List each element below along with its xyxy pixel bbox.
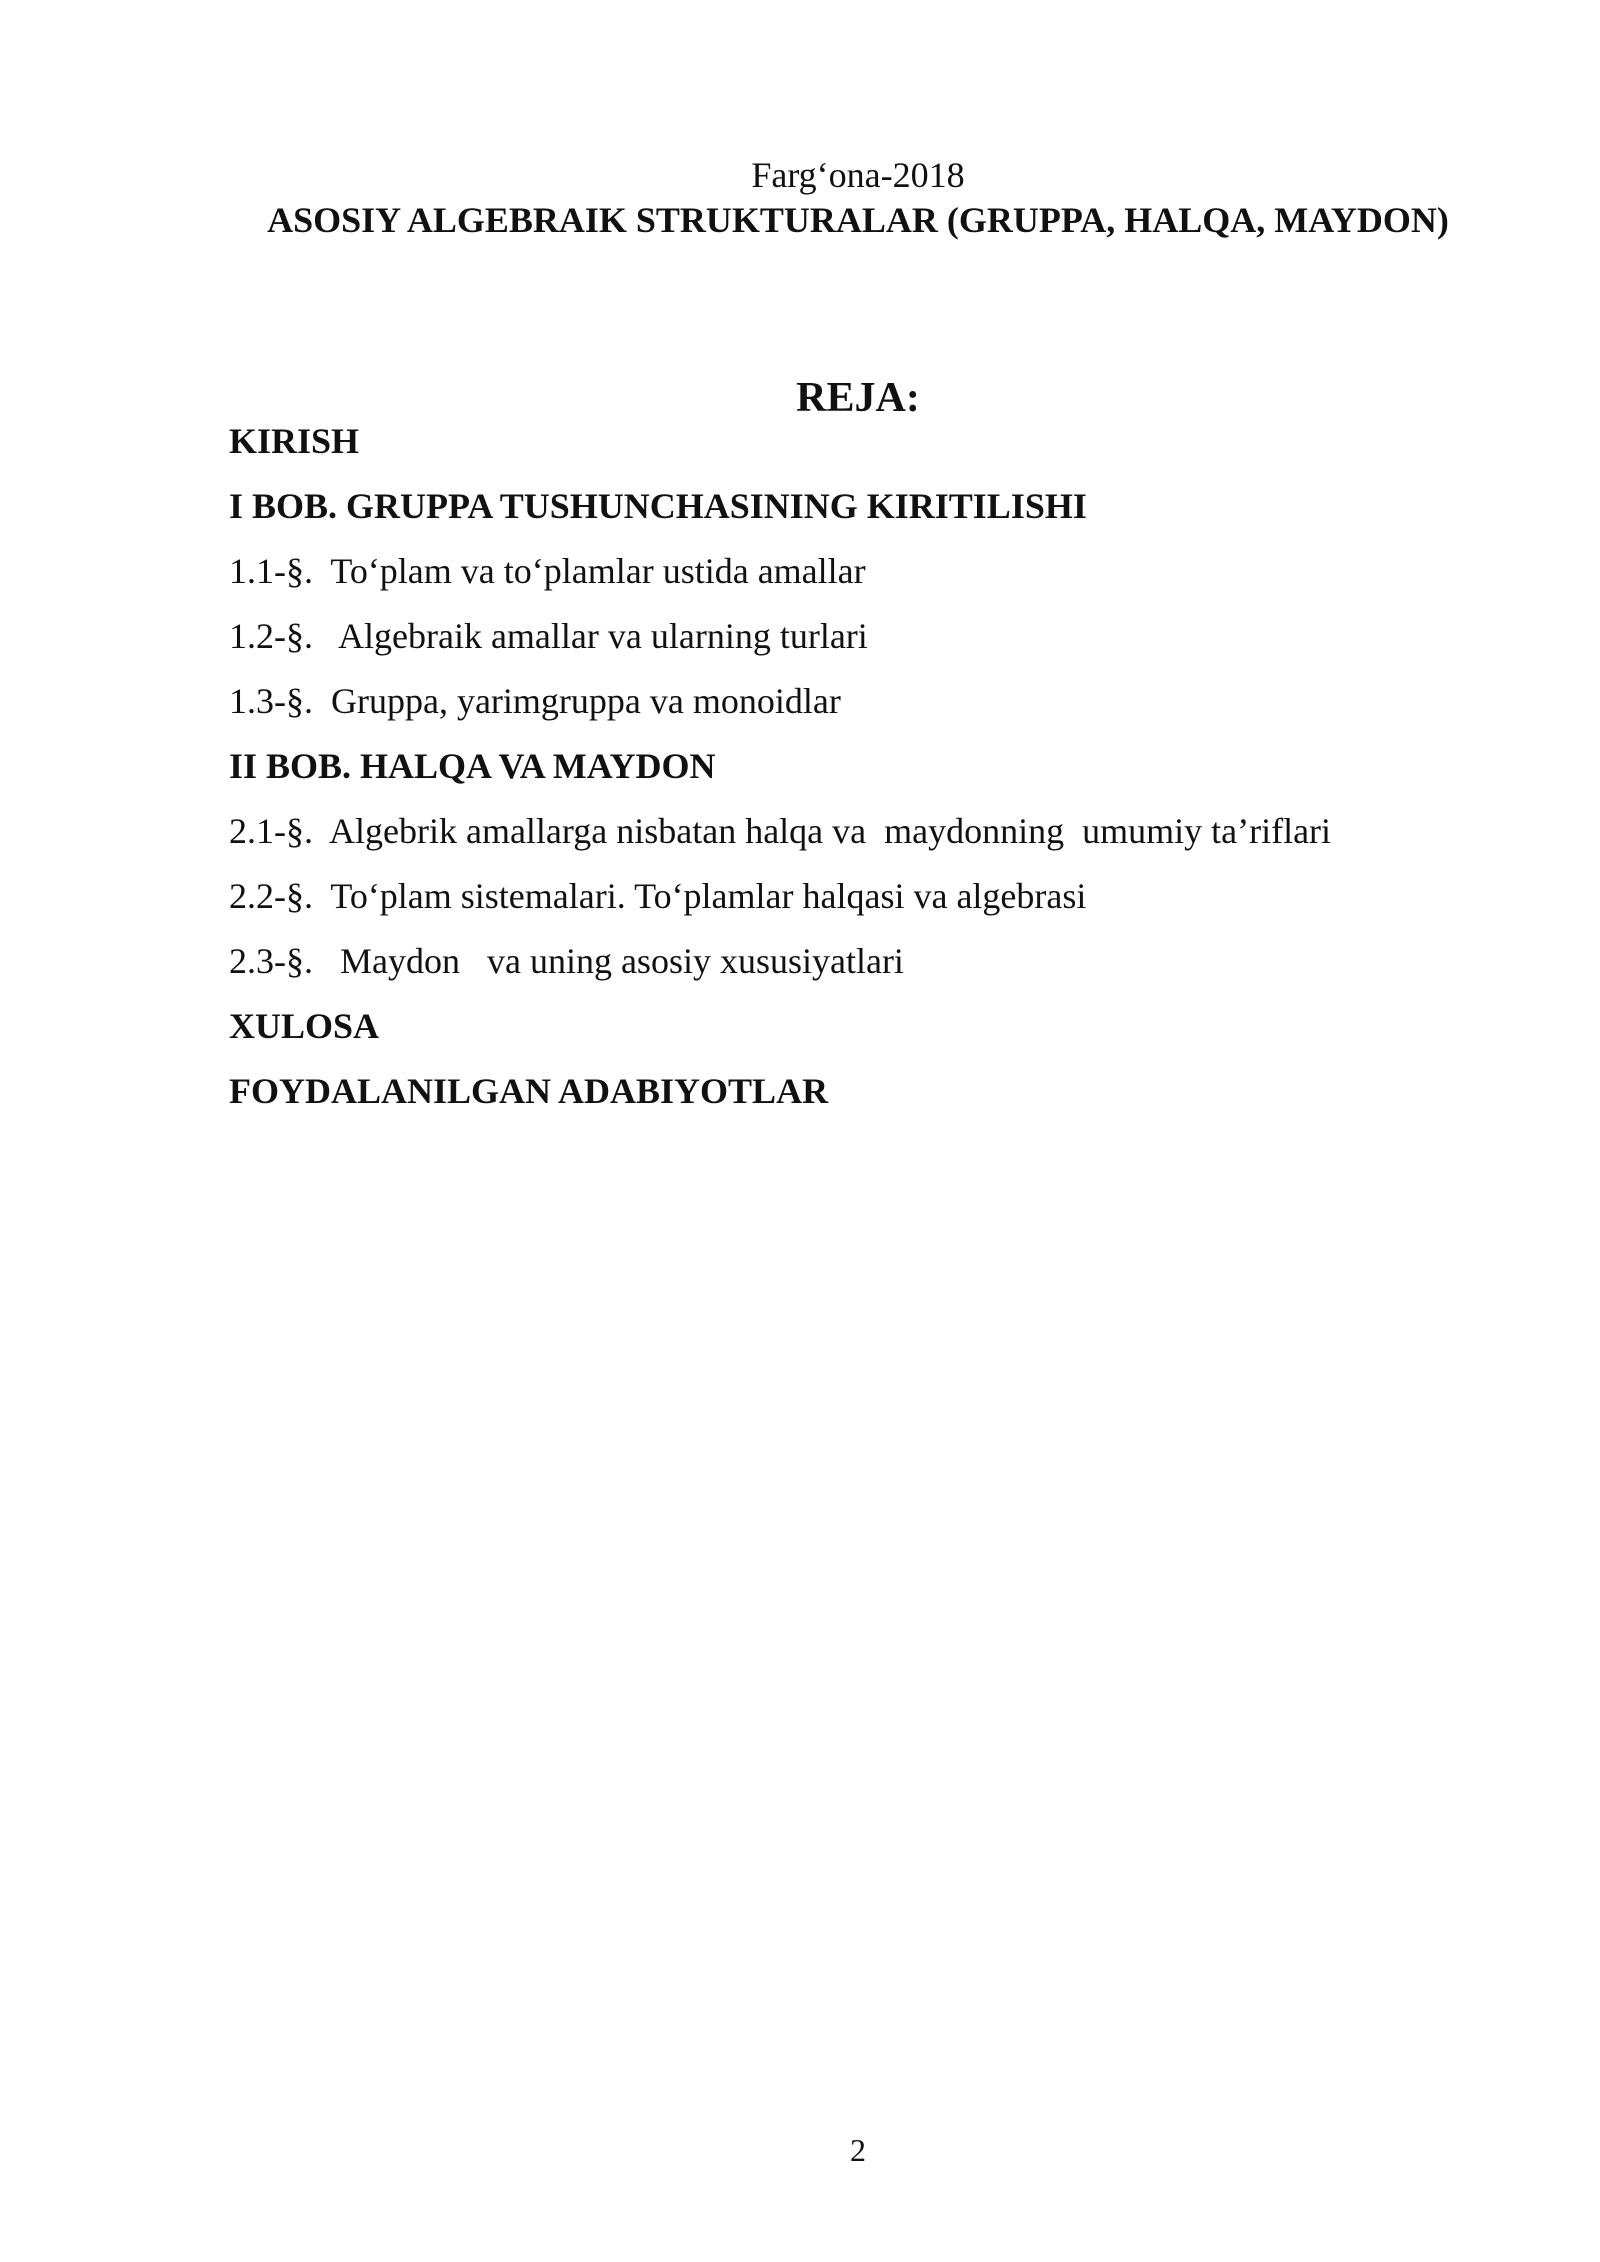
city-year-line: Farg‘ona-2018	[751, 155, 965, 195]
toc-section-1-3: 1.3-§. Gruppa, yarimgruppa va monoidlar	[229, 681, 841, 721]
document-title: ASOSIY ALGEBRAIK STRUKTURALAR (GRUPPA, HALQA, MAYDON)	[267, 200, 1449, 240]
toc-section-2-2: 2.2-§. To‘plam sistemalari. To‘plamlar halqasi va algebrasi	[229, 876, 1087, 916]
toc-section-2-1: 2.1-§. Algebrik amallarga nisbatan halqa va maydonning umumiy ta’riflari	[229, 811, 1332, 851]
table-of-contents	[229, 417, 1479, 1132]
toc-section-2-3: 2.3-§. Maydon va uning asosiy xususiyatlari	[229, 941, 904, 981]
toc-item-references: FOYDALANILGAN ADABIYOTLAR	[229, 1071, 829, 1111]
toc-item-introduction: KIRISH	[229, 421, 360, 461]
toc-section-1-1: 1.1-§. To‘plam va to‘plamlar ustida amallar	[229, 551, 866, 591]
toc-chapter-2: II BOB. HALQA VA MAYDON	[229, 746, 716, 786]
toc-chapter-1: I BOB. GRUPPA TUSHUNCHASINING KIRITILISHI	[229, 486, 1087, 526]
toc-section-1-2: 1.2-§. Algebraik amallar va ularning turlari	[229, 616, 868, 656]
toc-item-conclusion: XULOSA	[229, 1006, 380, 1046]
page-number: 2	[850, 2132, 866, 2168]
plan-heading: REJA:	[796, 375, 920, 421]
